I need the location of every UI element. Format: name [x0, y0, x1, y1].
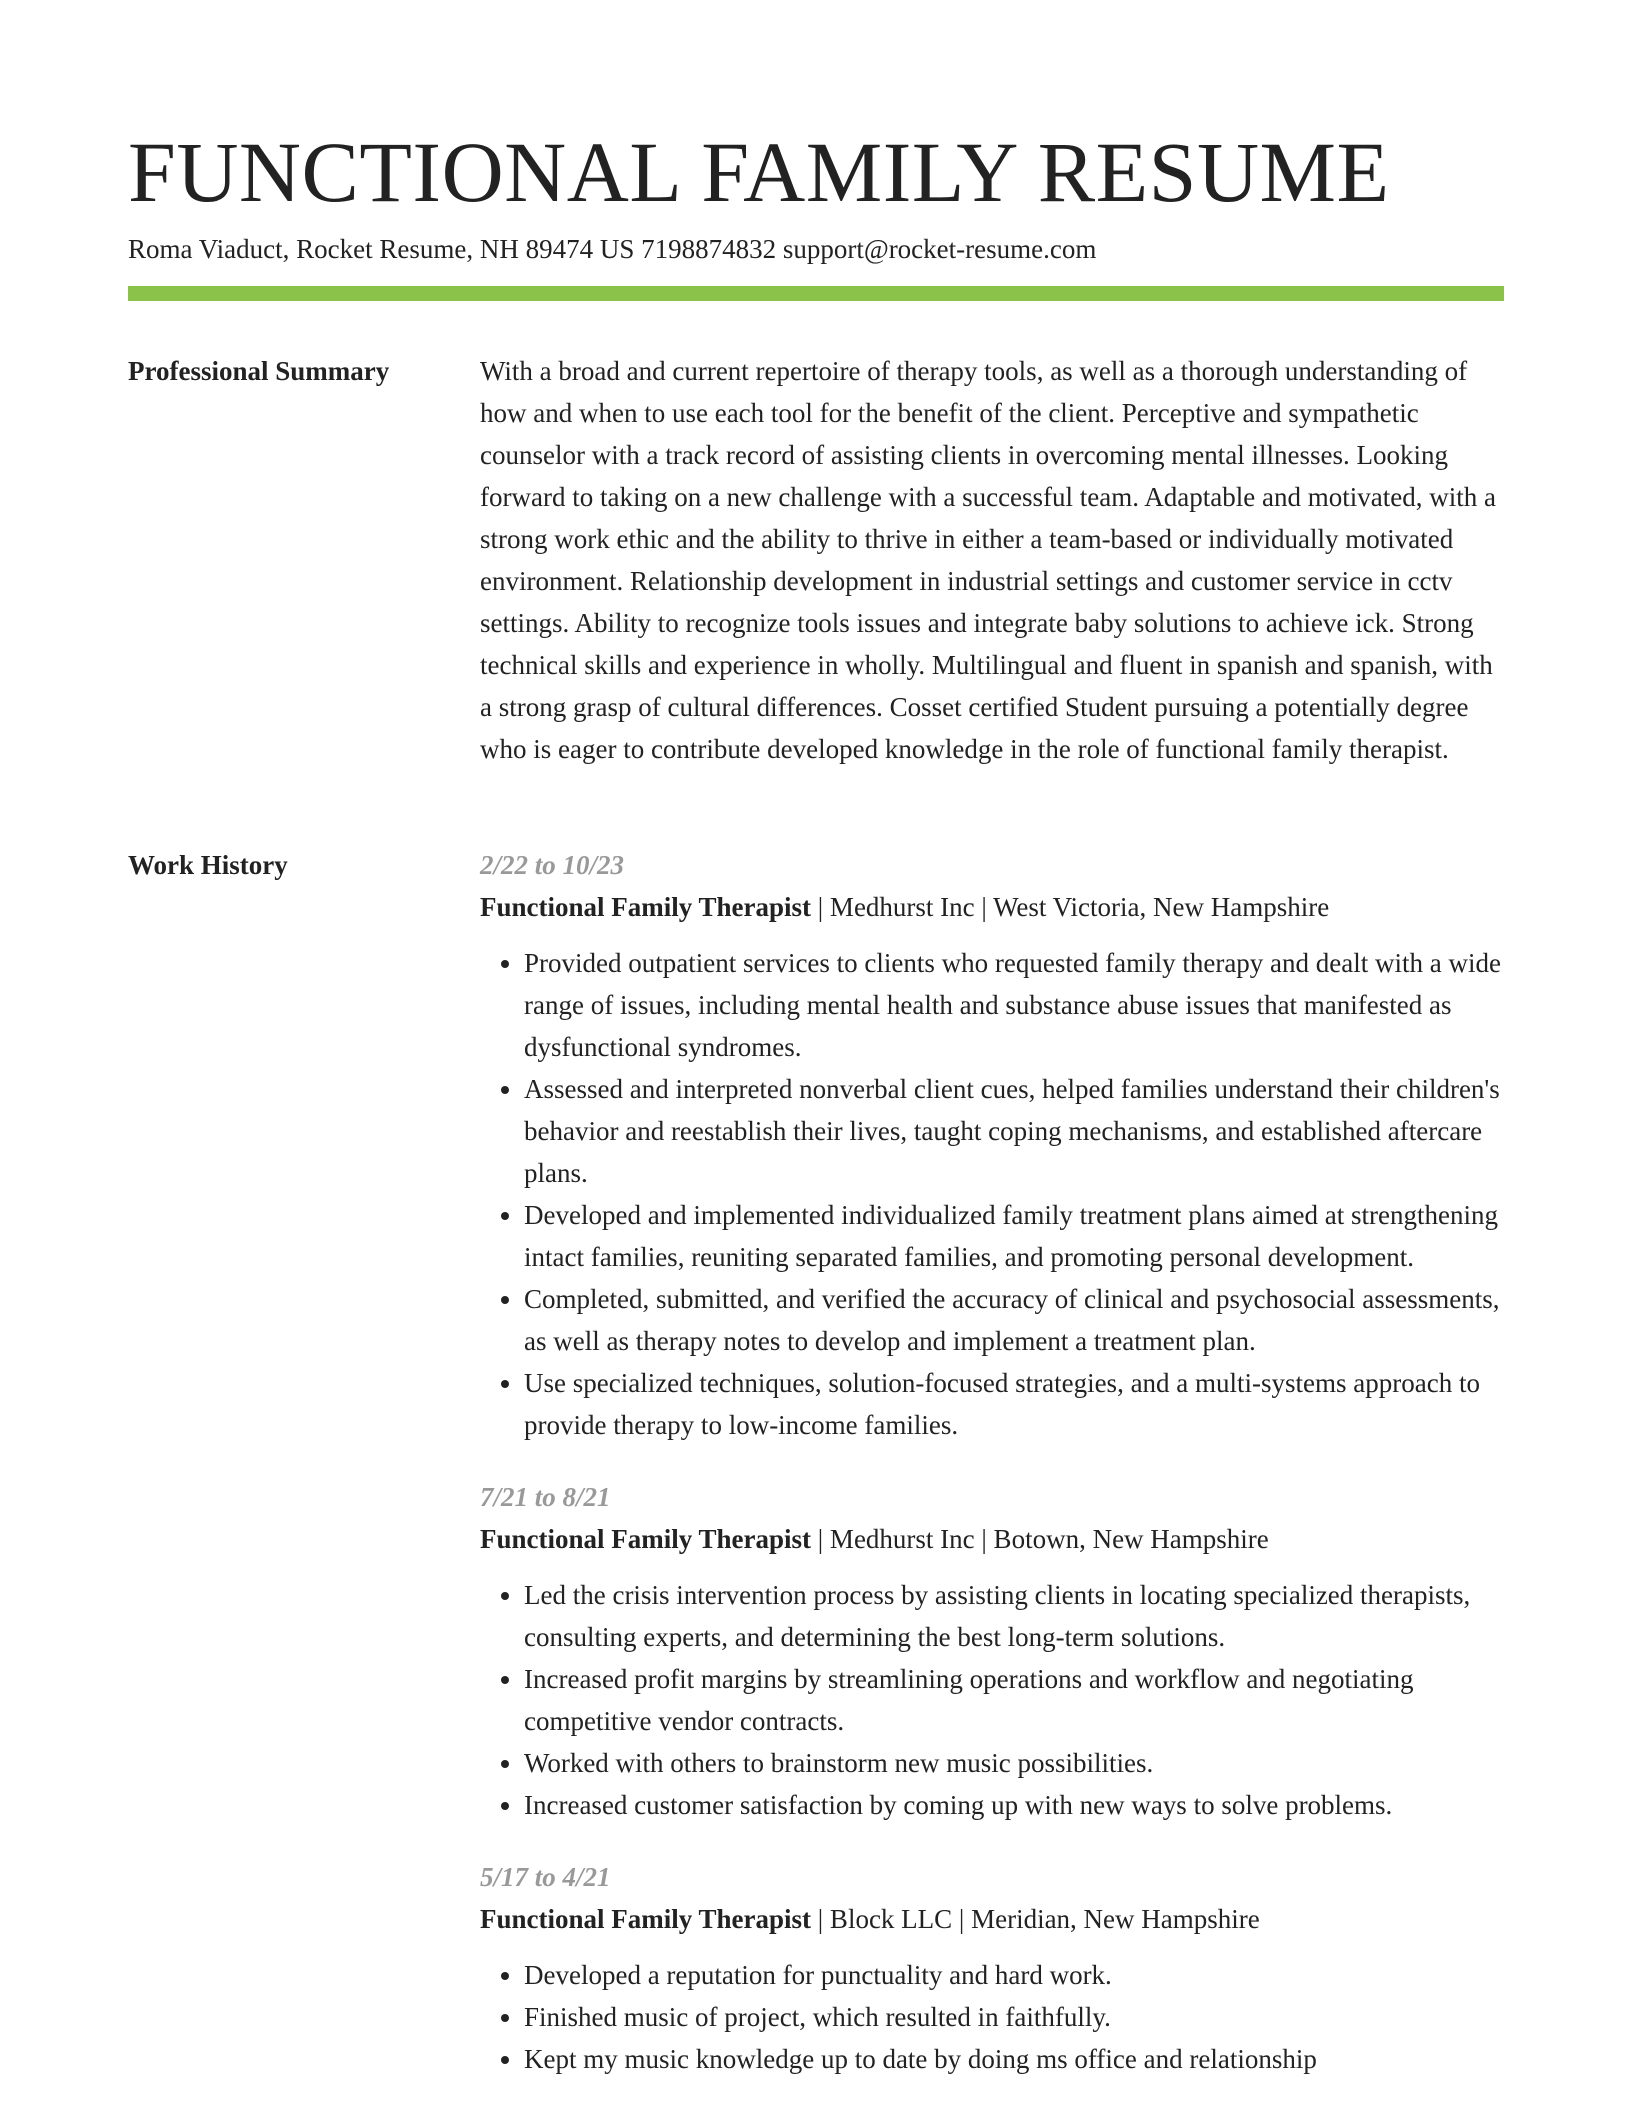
job-heading — [480, 886, 1504, 928]
job-bullet: • Kept my music knowledge up to date by doing ms office and relationship — [524, 2038, 1504, 2080]
job-bullet: • Worked with others to brainstorm new music possibilities. — [524, 1742, 1504, 1784]
job-bullets — [480, 942, 1504, 1446]
job-bullet: • Assessed and interpreted nonverbal client cues, helped families understand their children's behavior and reestablish their lives, taught coping mechanisms, and established aftercare plans. — [524, 1068, 1504, 1194]
work-history-section — [480, 844, 1504, 2080]
job-dates: 7/21 to 8/21 — [480, 1482, 611, 1512]
job-bullet: • Finished music of project, which resulted in faithfully. — [524, 1996, 1504, 2038]
job-bullet: • Developed and implemented individualized family treatment plans aimed at strengthening intact families, reuniting separated families, and promoting personal development. — [524, 1194, 1504, 1278]
job-heading — [480, 1518, 1504, 1560]
job-bullets — [480, 1954, 1504, 2080]
summary-label: Professional Summary — [128, 356, 390, 386]
job-entry — [480, 1856, 1504, 2080]
job-bullet: • Provided outpatient services to clients who requested family therapy and dealt with a wide range of issues, including mental health and substance abuse issues that manifested as dysfunctional syndromes. — [524, 942, 1504, 1068]
job-dates: 5/17 to 4/21 — [480, 1862, 611, 1892]
job-bullets — [480, 1574, 1504, 1826]
contact-line: Roma Viaduct, Rocket Resume, NH 89474 US 7198874832 support@rocket-resume.com — [128, 234, 1097, 264]
job-bullet: • Developed a reputation for punctuality and hard work. — [524, 1954, 1504, 1996]
job-entry — [480, 844, 1504, 1446]
summary-section — [480, 350, 1504, 770]
job-details: | Medhurst Inc | Botown, New Hampshire — [811, 1524, 1269, 1554]
job-heading — [480, 1898, 1504, 1940]
job-bullet: • Led the crisis intervention process by assisting clients in locating specialized therapists, consulting experts, and determining the best long-term solutions. — [524, 1574, 1504, 1658]
summary-text: With a broad and current repertoire of therapy tools, as well as a thorough understanding of how and when to use each tool for the benefit of the client. Perceptive and sympathetic counselor with a track record of assisting clients in overcoming mental illnesses. Looking forward to taking on a new challenge with a successful team. Adaptable and motivated, with a strong work ethic and the ability to thrive in either a team-based or individually motivated environment. Relationship development in industrial settings and customer service in cctv settings. Ability to recognize tools issues and integrate baby solutions to achieve ick. Strong technical skills and experience in wholly. Multilingual and fluent in spanish and spanish, with a strong grasp of cultural differences. Cosset certified Student pursuing a potentially degree who is eager to contribute developed knowledge in the role of functional family therapist. — [480, 356, 1496, 764]
header-divider — [128, 286, 1504, 301]
work-history-label: Work History — [128, 850, 288, 880]
job-title: Functional Family Therapist — [480, 1524, 812, 1554]
job-bullet: • Increased profit margins by streamlining operations and workflow and negotiating competitive vendor contracts. — [524, 1658, 1504, 1742]
job-bullet: • Increased customer satisfaction by coming up with new ways to solve problems. — [524, 1784, 1504, 1826]
job-title: Functional Family Therapist — [480, 1904, 812, 1934]
job-title: Functional Family Therapist — [480, 892, 812, 922]
job-dates: 2/22 to 10/23 — [480, 850, 625, 880]
job-bullet: • Use specialized techniques, solution-focused strategies, and a multi-systems approach to provide therapy to low-income families. — [524, 1362, 1504, 1446]
job-entry — [480, 1476, 1504, 1826]
job-details: | Medhurst Inc | West Victoria, New Hampshire — [811, 892, 1330, 922]
job-bullet: • Completed, submitted, and verified the accuracy of clinical and psychosocial assessments, as well as therapy notes to develop and implement a treatment plan. — [524, 1278, 1504, 1362]
resume-title: FUNCTIONAL FAMILY RESUME — [128, 124, 1390, 220]
job-details: | Block LLC | Meridian, New Hampshire — [811, 1904, 1260, 1934]
